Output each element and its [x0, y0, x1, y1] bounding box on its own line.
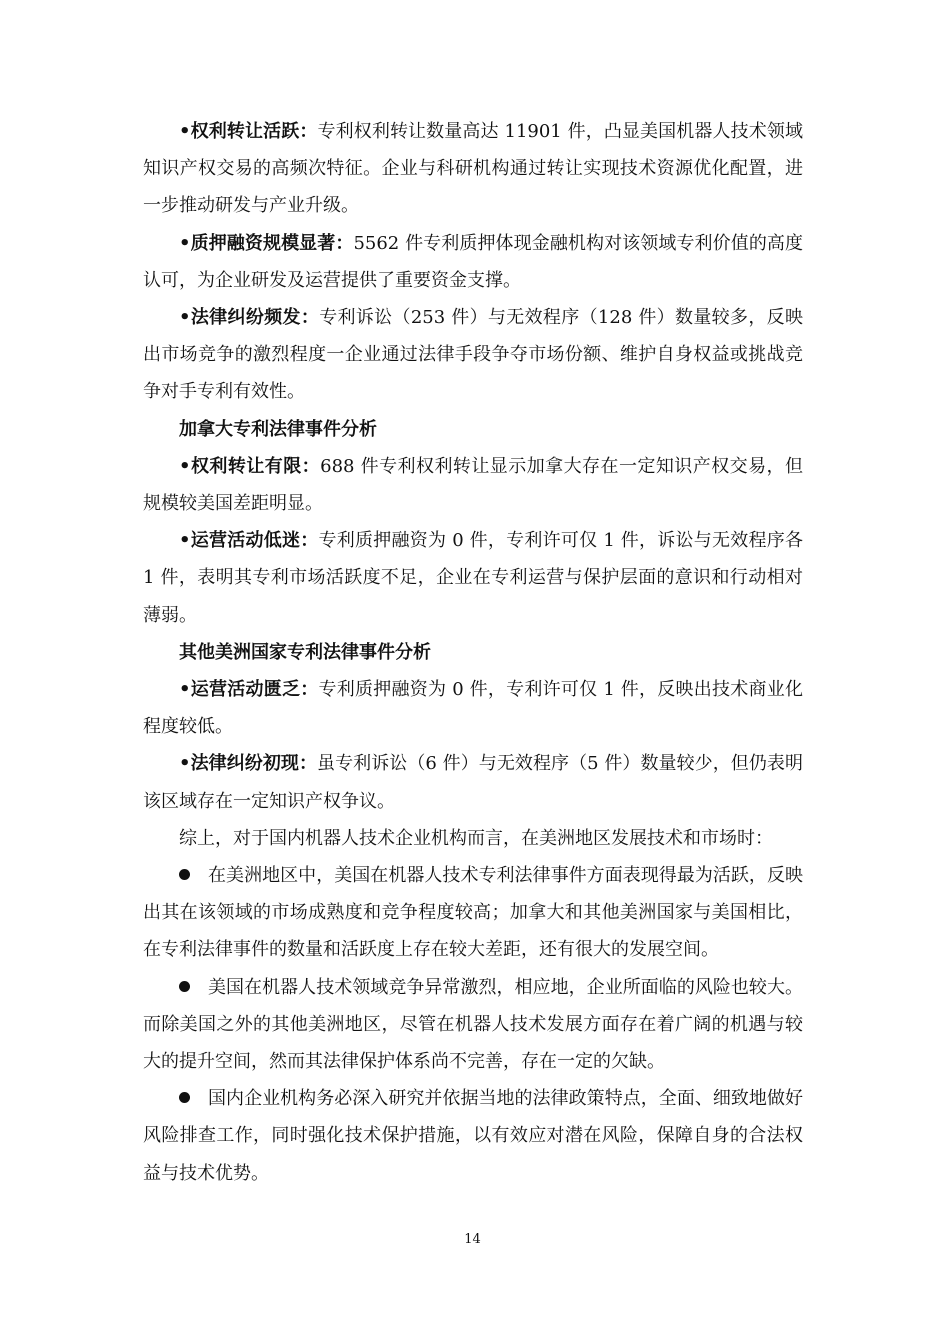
bullet-marker: •	[179, 121, 191, 142]
filled-circle-bullet-icon	[179, 981, 190, 992]
paragraph-conclusion-1	[143, 857, 803, 969]
paragraph-text: 专利质押融资为 0 件，专利许可仅 1 件，诉讼与无效程序各 1 件，表明其专利市场活跃度不足，企业在专利运营与保护层面的意识和行动相对薄弱。	[143, 530, 804, 626]
bold-label: 运营活动低迷：	[190, 530, 319, 552]
paragraph-text: 在美洲地区中，美国在机器人技术专利法律事件方面表现得最为活跃，反映出其在该领域的市场成熟度和竞争程度较高；加拿大和其他美洲国家与美国相比，在专利法律事件的数量和活跃度上存在较大差距，还有很大的发展空间。	[143, 865, 803, 961]
paragraph-text: 专利诉讼（253 件）与无效程序（128 件）数量较多，反映出市场竞争的激烈程度一企业通过法律手段争夺市场份额、维护自身权益或挑战竞争对手专利有效性。	[143, 307, 804, 403]
bullet-marker: •	[179, 679, 191, 701]
paragraph-other-operations	[143, 671, 803, 745]
paragraph-other-disputes	[143, 745, 803, 819]
bullet-marker: •	[179, 232, 191, 254]
paragraph-text: 虽专利诉讼（6 件）与无效程序（5 件）数量较少，但仍表明该区域存在一定知识产权争议。	[143, 753, 803, 812]
paragraph-text: 专利质押融资为 0 件，专利许可仅 1 件，反映出技术商业化程度较低。	[143, 679, 804, 738]
section-heading-canada: 加拿大专利法律事件分析	[179, 418, 377, 440]
bullet-marker: •	[179, 455, 191, 477]
bold-label: 质押融资规模显著：	[190, 232, 354, 254]
bullet-marker: •	[179, 307, 191, 329]
bullet-marker: •	[179, 530, 191, 552]
paragraph-us-transfer	[143, 113, 803, 225]
paragraph-text: 5562 件专利质押体现金融机构对该领域专利价值的高度认可，为企业研发及运营提供了重要资金支撑。	[143, 232, 804, 291]
bold-label: 权利转让活跃：	[190, 121, 318, 142]
bold-label: 权利转让有限：	[190, 455, 321, 477]
page-number: 14	[464, 1232, 481, 1247]
paragraph-ca-transfer	[143, 448, 803, 522]
filled-circle-bullet-icon	[179, 1092, 190, 1103]
bullet-marker: •	[179, 753, 191, 775]
section-heading-other-americas: 其他美洲国家专利法律事件分析	[179, 641, 431, 663]
paragraph-text: 688 件专利权利转让显示加拿大存在一定知识产权交易，但规模较美国差距明显。	[143, 455, 804, 515]
paragraph-text: 国内企业机构务必深入研究并依据当地的法律政策特点，全面、细致地做好风险排查工作，同时强化技术保护措施，以有效应对潜在风险，保障自身的合法权益与技术优势。	[143, 1088, 803, 1184]
paragraph-summary-intro: 综上，对于国内机器人技术企业机构而言，在美洲地区发展技术和市场时：	[179, 827, 773, 849]
paragraph-ca-operations	[143, 522, 803, 634]
paragraph-text: 美国在机器人技术领域竞争异常激烈，相应地，企业所面临的风险也较大。而除美国之外的其他美洲地区，尽管在机器人技术发展方面存在着广阔的机遇与较大的提升空间，然而其法律保护体系尚不完善，存在一定的欠缺。	[143, 976, 803, 1073]
bold-label: 法律纠纷频发：	[190, 307, 320, 329]
filled-circle-bullet-icon	[179, 869, 190, 880]
paragraph-text: 专利权利转让数量高达 11901 件，凸显美国机器人技术领域知识产权交易的高频次特征。企业与科研机构通过转让实现技术资源优化配置，进一步推动研发与产业升级。	[143, 121, 804, 217]
paragraph-conclusion-2	[143, 969, 803, 1081]
paragraph-us-pledge	[143, 225, 803, 299]
bold-label: 运营活动匮乏：	[190, 679, 319, 701]
paragraph-conclusion-3	[143, 1080, 803, 1192]
body-text	[143, 113, 803, 1192]
paragraph-us-disputes	[143, 299, 803, 411]
bold-label: 法律纠纷初现：	[190, 753, 318, 775]
